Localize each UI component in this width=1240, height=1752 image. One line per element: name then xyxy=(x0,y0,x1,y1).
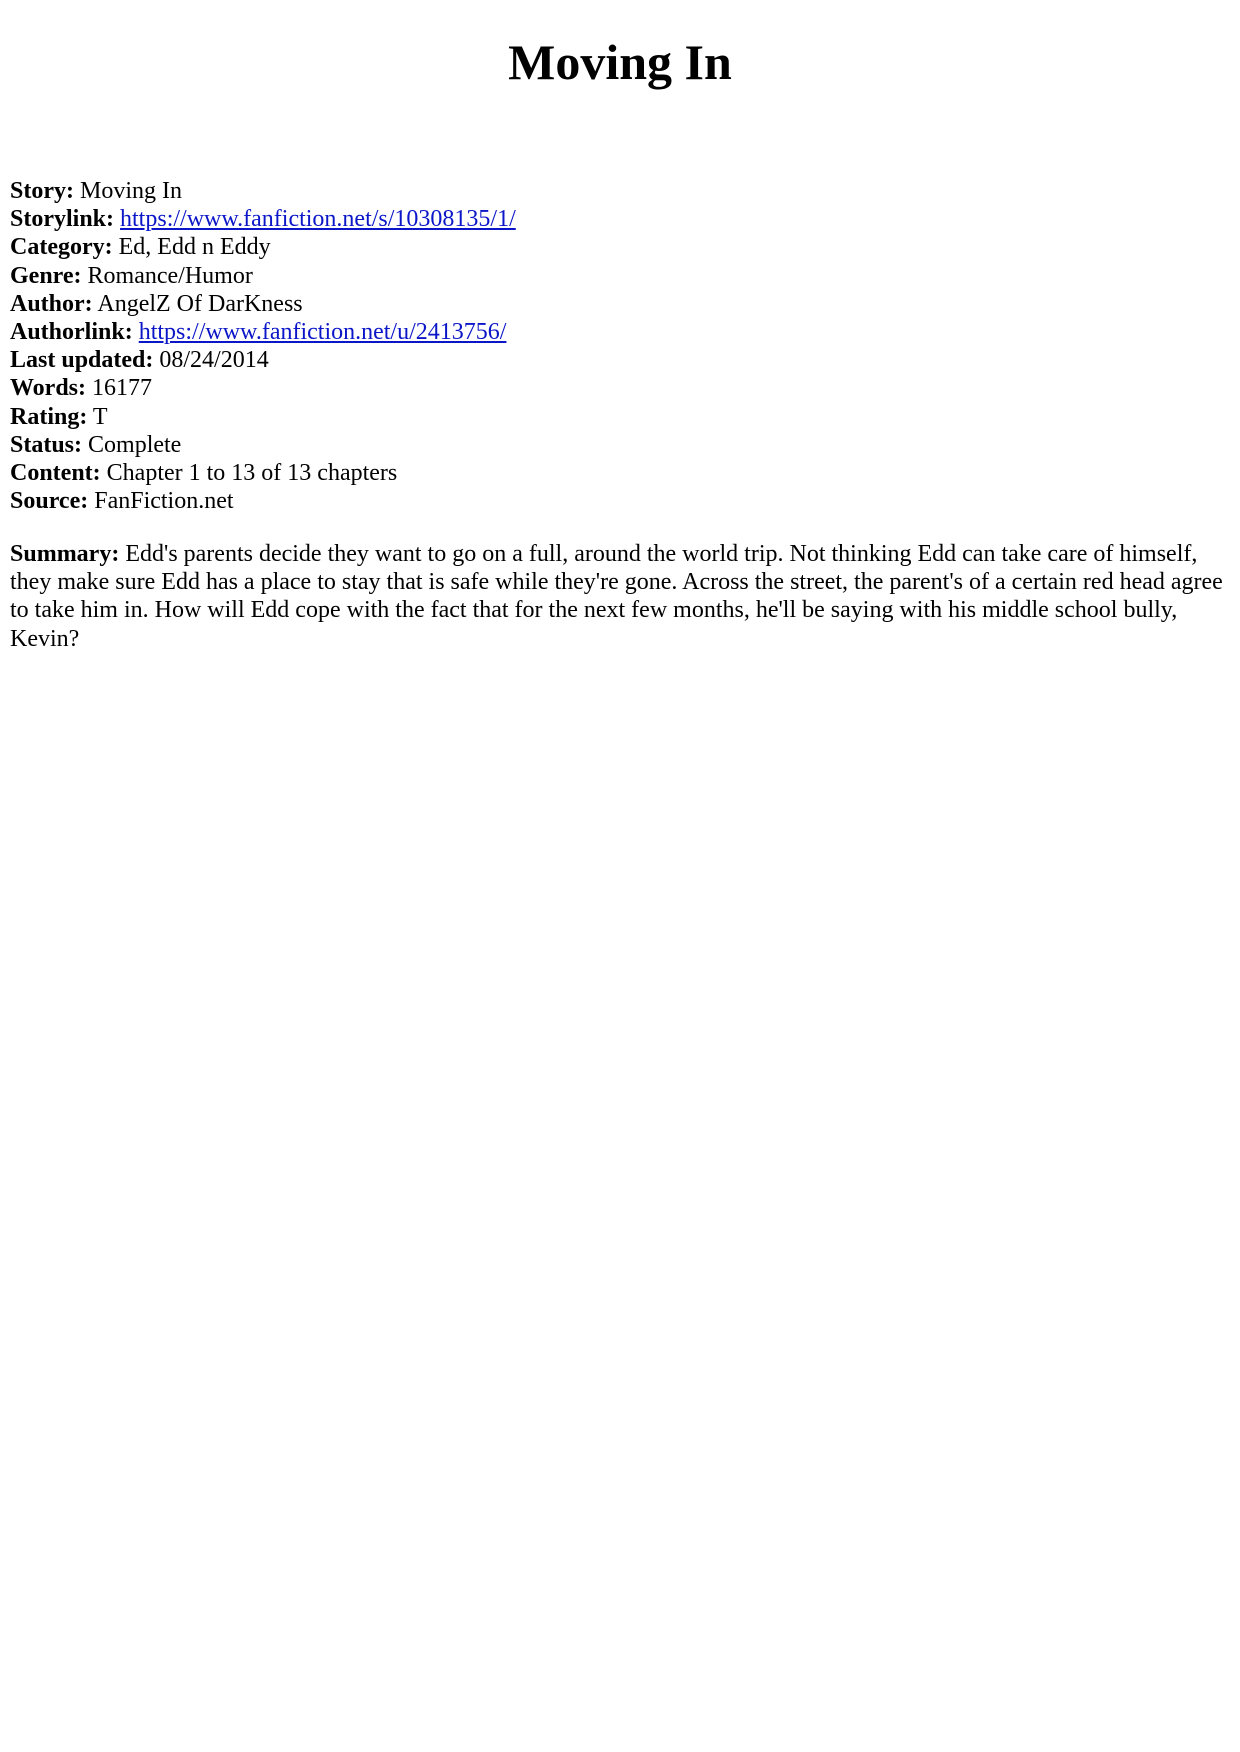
meta-row-genre xyxy=(10,262,1225,290)
meta-value: 16177 xyxy=(92,375,153,402)
meta-key: Storylink: xyxy=(10,206,115,233)
meta-row-authorlink xyxy=(10,318,1225,346)
meta-value: Chapter 1 to 13 of 13 chapters xyxy=(106,460,398,487)
story-metadata xyxy=(10,177,1225,515)
meta-value: AngelZ Of DarKness xyxy=(97,290,303,317)
meta-key: Status: xyxy=(10,431,83,458)
summary-key: Summary: xyxy=(10,541,120,567)
meta-row-content xyxy=(10,459,1225,487)
meta-key: Genre: xyxy=(10,262,82,289)
page-title: Moving In xyxy=(508,34,732,90)
summary-text: Edd's parents decide they want to go on a full, around the world trip. Not thinking Edd can take care of himself, they make sure Edd has a place to stay that is safe while they're gone. Across the street, the parent's of a certain red head agree to take him in. How will Edd cope with the fact that for the next few months, he'll be saying with his middle school bully, Kevin? xyxy=(10,541,1223,652)
meta-row-last-updated xyxy=(10,346,1225,374)
meta-value: Romance/Humor xyxy=(87,262,253,289)
meta-row-story xyxy=(10,177,1225,205)
meta-key: Words: xyxy=(10,375,87,402)
meta-row-category xyxy=(10,233,1225,261)
meta-row-storylink xyxy=(10,205,1225,233)
meta-key: Source: xyxy=(10,488,89,515)
meta-key: Category: xyxy=(10,234,113,261)
meta-row-author xyxy=(10,290,1225,318)
meta-row-status xyxy=(10,431,1225,459)
meta-key: Content: xyxy=(10,460,101,487)
meta-value: 08/24/2014 xyxy=(159,347,269,374)
meta-row-source xyxy=(10,487,1225,515)
meta-key: Story: xyxy=(10,178,74,204)
meta-value: FanFiction.net xyxy=(94,488,234,515)
story-summary xyxy=(10,540,1225,653)
meta-row-rating xyxy=(10,403,1225,431)
meta-row-words xyxy=(10,374,1225,402)
meta-value: Complete xyxy=(88,431,182,458)
meta-key: Authorlink: xyxy=(10,319,133,346)
author-link[interactable]: https://www.fanfiction.net/u/2413756/ xyxy=(138,319,507,346)
meta-value: T xyxy=(92,403,108,430)
meta-key: Last updated: xyxy=(10,347,154,374)
story-link[interactable]: https://www.fanfiction.net/s/10308135/1/ xyxy=(120,206,516,233)
meta-key: Author: xyxy=(10,290,93,317)
meta-key: Rating: xyxy=(10,403,88,430)
meta-value: Ed, Edd n Eddy xyxy=(118,234,271,261)
meta-value: Moving In xyxy=(79,178,182,204)
